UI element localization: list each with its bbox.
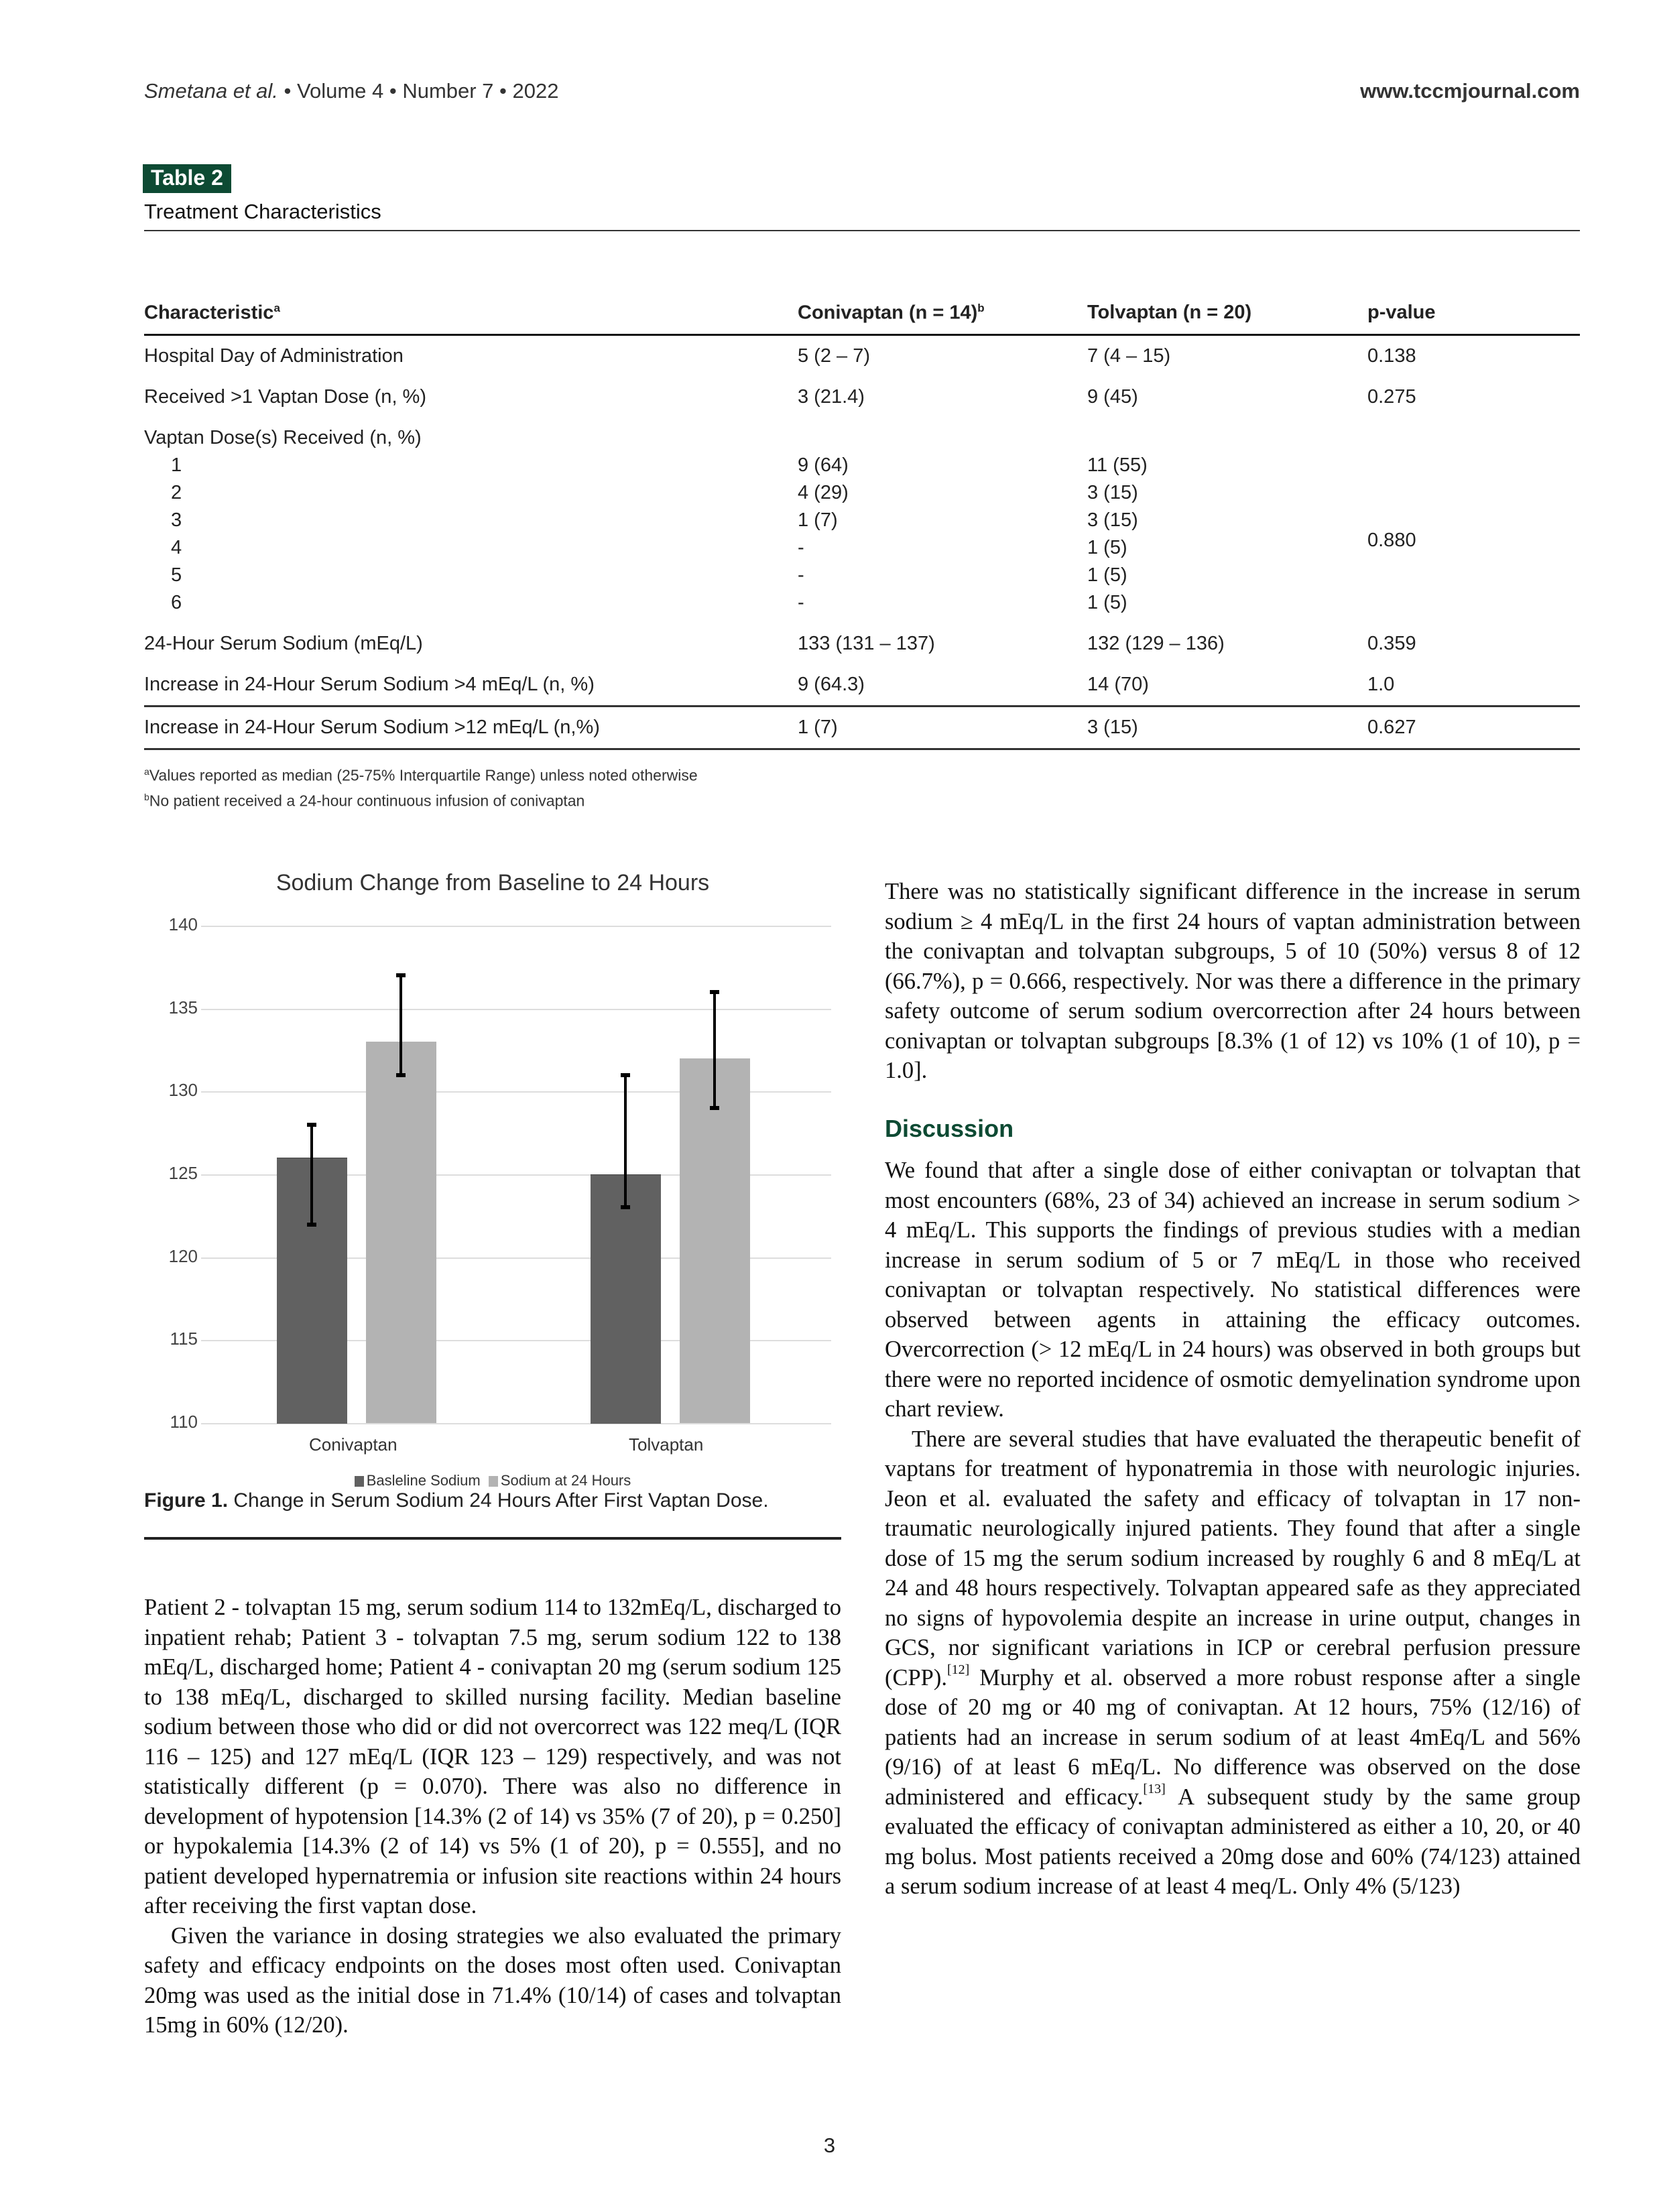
paragraph: There was no statistically significant difference in the increase in serum sodium ≥ 4 mEq/L in the first 24 hours of vaptan administration between the conivaptan and tolvaptan subgroups, 5 of 10 (50%) versus 8 of 12 (66.7%), p = 0.666, respectively. Nor was there a difference in the primary safety outcome of serum sodium overcorrection after 24 hours between conivaptan or tolvaptan subgroups [8.3% (1 of 12) vs 10% (1 of 10), p = 1.0]. — [885, 879, 1581, 1083]
table-title: Treatment Characteristics — [144, 200, 381, 223]
y-tick: 125 — [168, 1163, 198, 1183]
journal-url[interactable]: www.tccmjournal.com — [1360, 79, 1580, 103]
cell-pvalue: 0.275 — [1367, 385, 1416, 408]
paragraph: There are several studies that have evaluated the therapeutic benefit of vaptans for treatment of hyponatremia in those with neurologic injuries. Jeon et al. evaluated the safety and efficacy of tolvaptan in 17 non-traumatic neurologically injured patients. They found that after a single dose of 15 mg the serum sodium increased by roughly 6 and 8 mEq/L at 24 and 48 hours respectively. Tolvaptan appeared safe as they appreciated no signs of hypovolemia despite an increase in urine output, changes in GCS, nor significant variations in ICP or cerebral perfusion pressure (CPP).[12] Murphy et al. observed a more robust response after a single dose of 20 mg or 40 mg of conivaptan. At 12 hours, 75% (12/16) of patients had an increase in serum sodium of at least 4mEq/L and 56% (9/16) of at least 6 mEq/L. No difference was observed on the dose administered and efficacy.[13] A subsequent study by the same group evaluated the efficacy of conivaptan administered as either a 10, 20, or 40 mg bolus. Most patients received a 20mg dose and 60% (74/123) attained a serum sodium increase of at least 4 meq/L. Only 4% (5/123) — [885, 1426, 1581, 1899]
citation-12[interactable]: [12] — [947, 1662, 970, 1677]
cell-tolvaptan: 14 (70) — [1087, 664, 1367, 706]
running-header — [144, 79, 1580, 103]
legend-swatch-24h — [489, 1476, 498, 1487]
cell-conivaptan: 1 (7) — [798, 706, 1087, 749]
cell-tolvaptan: 7 (4 – 15) — [1087, 345, 1171, 367]
error-cap — [621, 1073, 630, 1077]
cell-conivaptan: 3 (21.4) — [798, 385, 865, 408]
table-row — [144, 623, 1580, 664]
error-cap — [710, 1106, 719, 1110]
table-row — [144, 334, 1580, 377]
dose-count: 6 — [171, 591, 182, 613]
col-header-pvalue: p-value — [1367, 302, 1580, 334]
chart-legend — [144, 1472, 841, 1489]
dose-value: 1 (7) — [798, 509, 838, 531]
bar-tolvaptan-24h — [680, 1058, 750, 1423]
left-column — [144, 1593, 841, 2040]
cell-tolvaptan — [1087, 418, 1367, 623]
bar-tolvaptan-baseline — [591, 1174, 661, 1424]
gridline — [201, 926, 831, 927]
table-footnote-b: $^b$No patient received a 24-hour continuous infusion of conivaptan — [144, 792, 585, 810]
table-label: Table 2 — [143, 164, 231, 193]
cell-conivaptan: 5 (2 – 7) — [798, 345, 870, 367]
dose-value: - — [798, 564, 804, 586]
dose-value: 1 (5) — [1087, 564, 1127, 586]
dose-count: 2 — [171, 481, 182, 503]
cell-tolvaptan: 132 (129 – 136) — [1087, 632, 1225, 654]
chart-title: Sodium Change from Baseline to 24 Hours — [275, 870, 710, 896]
y-tick: 115 — [170, 1329, 198, 1349]
bar-conivaptan-24h — [366, 1042, 436, 1423]
table-footnote-a: $^a$Values reported as median (25-75% Interquartile Range) unless noted otherwise — [144, 766, 698, 784]
table-row-dose-distribution — [144, 418, 1580, 623]
error-bar-tolvaptan-baseline — [624, 1075, 627, 1207]
error-cap — [710, 990, 719, 994]
dose-value: 1 (5) — [1087, 591, 1127, 613]
dose-value: 9 (64) — [798, 454, 849, 476]
section-heading-discussion: Discussion — [885, 1114, 1014, 1142]
cell-characteristic: Increase in 24-Hour Serum Sodium >4 mEq/L (n, %) — [144, 664, 798, 706]
legend-swatch-baseline — [355, 1476, 364, 1487]
dose-count-list — [144, 452, 798, 617]
volume-issue: • Volume 4 • Number 7 • 2022 — [278, 79, 559, 103]
col-header-tolvaptan: Tolvaptan (n = 20) — [1087, 302, 1367, 334]
y-tick: 120 — [168, 1246, 198, 1266]
y-tick: 110 — [170, 1412, 198, 1432]
cell-characteristic: 24-Hour Serum Sodium (mEq/L) — [144, 632, 423, 654]
figure-caption-text: Change in Serum Sodium 24 Hours After First Vaptan Dose. — [228, 1489, 769, 1512]
error-cap — [396, 973, 406, 977]
paragraph: Given the variance in dosing strategies we also evaluated the primary safety and efficacy endpoints on the doses most often used. Conivaptan 20mg was used as the initial dose in 71.4% (10/14) of cases and tolvaptan 15mg in 60% (12/20). — [144, 1922, 841, 2038]
table-row — [144, 706, 1580, 749]
dose-distribution-label: Vaptan Dose(s) Received (n, %) — [144, 426, 422, 448]
y-tick: 130 — [168, 1080, 198, 1100]
cell-characteristic: Increase in 24-Hour Serum Sodium >12 mEq/L (n,%) — [144, 706, 798, 749]
dose-value: 1 (5) — [1087, 536, 1127, 558]
dose-count: 1 — [171, 454, 182, 476]
paragraph: Patient 2 - tolvaptan 15 mg, serum sodium 114 to 132mEq/L, discharged to inpatient rehab; Patient 3 - tolvaptan 7.5 mg, serum sodium 122 to 138 mEq/L, discharged home; Patient 4 - conivaptan 20 mg (serum sodium 125 to 138 mEq/L, discharged to skilled nursing facility. Median baseline sodium between those who did or did not overcorrect was 122 meq/L (IQR 116 – 125) and 127 mEq/L (IQR 123 – 129) respectively, and was not statistically different (p = 0.070). There was also no difference in development of hypotension [14.3% (2 of 14) vs 35% (7 of 20), p = 0.250] or hypokalemia [14.3% (2 of 14) vs 5% (1 of 20), p = 0.555], and no patient developed hypernatremia or infusion site reactions within 24 hours after receiving the first vaptan dose. — [144, 1595, 841, 1918]
error-cap — [621, 1205, 630, 1209]
error-bar-conivaptan-24h — [400, 975, 402, 1075]
x-label-tolvaptan: Tolvaptan — [629, 1434, 704, 1455]
dose-value: 3 (15) — [1087, 481, 1138, 503]
cell-pvalue: 0.138 — [1367, 345, 1416, 367]
dose-count: 5 — [171, 564, 182, 586]
x-label-conivaptan: Conivaptan — [309, 1434, 397, 1455]
right-column — [885, 877, 1581, 1902]
legend-label-24h: Sodium at 24 Hours — [500, 1472, 631, 1489]
cell-characteristic: Hospital Day of Administration — [144, 345, 404, 367]
legend-label-baseline: Basleline Sodium — [366, 1472, 481, 1489]
dose-count: 3 — [171, 509, 182, 531]
treatment-characteristics-table — [144, 302, 1580, 750]
figure-caption — [144, 1489, 769, 1512]
cell-tolvaptan: 3 (15) — [1087, 706, 1367, 749]
cell-pvalue: 0.627 — [1367, 706, 1580, 749]
figure-label: Figure 1. — [144, 1489, 229, 1512]
error-bar-tolvaptan-24h — [713, 992, 716, 1108]
dose-value: 3 (15) — [1087, 509, 1138, 531]
col-header-conivaptan: Conivaptan (n = 14)$^b$ — [798, 302, 1087, 334]
cell-tolvaptan: 9 (45) — [1087, 385, 1138, 408]
error-cap — [396, 1073, 406, 1077]
cell-pvalue: 0.359 — [1367, 632, 1416, 654]
cell-conivaptan — [798, 418, 1087, 623]
gridline — [201, 1009, 831, 1010]
sodium-bar-chart — [144, 865, 841, 1489]
dose-value: - — [798, 536, 804, 558]
journal-citation — [144, 79, 558, 103]
dose-value: - — [798, 591, 804, 613]
table-row — [144, 377, 1580, 418]
dose-value: 4 (29) — [798, 481, 849, 503]
table-row — [144, 664, 1580, 706]
y-tick: 135 — [168, 997, 198, 1018]
dose-count: 4 — [171, 536, 182, 558]
table-title-rule — [144, 230, 1580, 231]
dose-value: 11 (55) — [1087, 454, 1148, 476]
cell-pvalue: 1.0 — [1367, 664, 1580, 706]
cell-conivaptan: 9 (64.3) — [798, 664, 1087, 706]
dose-pvalue: 0.880 — [1367, 529, 1416, 551]
cell-conivaptan: 133 (131 – 137) — [798, 632, 935, 654]
error-bar-conivaptan-baseline-line — [310, 1125, 313, 1225]
paragraph: We found that after a single dose of either conivaptan or tolvaptan that most encounters (68%, 23 of 34) achieved an increase in serum sodium > 4 mEq/L. This supports the findings of previous studies with a median increase in serum sodium of 5 or 7 mEq/L in those who received conivaptan or tolvaptan respectively. No statistical differences were observed between agents in attaining the efficacy outcomes. Overcorrection (> 12 mEq/L in 24 hours) was observed in both groups but there were no reported incidence of osmotic demyelination syndrome upon chart review. — [885, 1158, 1581, 1422]
col-header-characteristic: Characteristic$^a$ — [144, 302, 798, 334]
page-number: 3 — [823, 2134, 836, 2157]
citation-13[interactable]: [13] — [1143, 1781, 1166, 1796]
y-tick: 140 — [168, 914, 198, 934]
figure-rule — [144, 1537, 841, 1540]
cell-characteristic — [144, 418, 798, 623]
cell-characteristic: Received >1 Vaptan Dose (n, %) — [144, 385, 426, 408]
table-header-row — [144, 302, 1580, 334]
authors: Smetana et al. — [144, 79, 278, 103]
cell-pvalue — [1367, 418, 1580, 623]
